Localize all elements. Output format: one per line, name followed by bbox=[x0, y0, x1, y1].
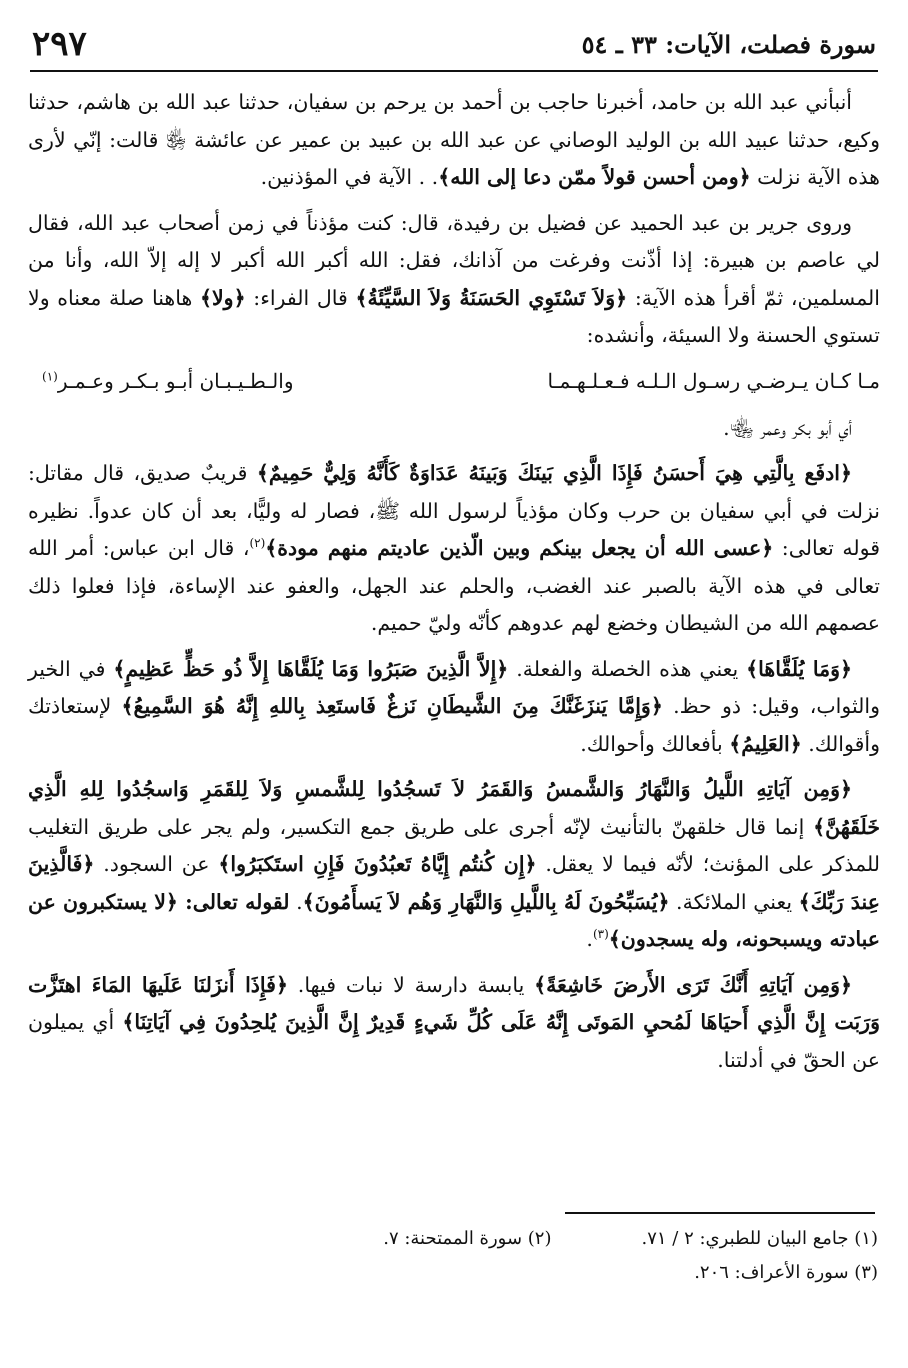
footnote-2: (٢) سورة الممتحنة: ٧. bbox=[383, 1228, 552, 1249]
quran-quote: ﴿فَالَّذِينَ عِندَ رَبِّكَ﴾ bbox=[28, 852, 880, 914]
quran-quote: ﴿وَمِن آيَاتِهِ اللَّيلُ وَالنَّهَارُ وَالشَّمسُ وَالقَمَرُ لاَ تَسجُدُوا لِلشَّمسِ وَلاَ لِلقَمَرِ وَاسجُدُوا لِلهِ الَّذِي خَلَقَهُنَّ﴾ bbox=[28, 777, 880, 839]
poetry-verse bbox=[28, 363, 880, 400]
quran-quote: ﴿إِلاَّ الَّذِينَ صَبَرُوا وَمَا يُلَقَّاهَا إِلاَّ ذُو حَظٍّ عَظِيمٍ﴾ bbox=[113, 656, 509, 681]
paragraph-6 bbox=[28, 771, 880, 959]
paragraph-7 bbox=[28, 967, 880, 1080]
paragraph-2 bbox=[28, 205, 880, 355]
text-run: أنبأني عبد الله بن حامد، أخبرنا حاجب بن أحمد بن يرحم بن سفيان، حدثنا عبد الله بن هاشم، حدثنا وكيع، حدثنا عبيد الله بن الوليد الوصاني عن عبد الله بن عبيد بن عمير عن عائشة ﵂ قالت: إنّي لأرى هذه الآية نزلت bbox=[28, 90, 880, 189]
page-number: ٢٩٧ bbox=[32, 24, 87, 64]
text-run: لقوله تعالى: bbox=[177, 889, 290, 914]
text-run: . bbox=[586, 927, 593, 951]
quran-quote: ﴿يُسَبِّحُونَ لَهُ بِاللَّيلِ وَالنَّهَارِ وَهُم لاَ يَسأَمُونَ﴾ bbox=[302, 889, 670, 914]
text-run: يابسة دارسة لا نبات فيها. bbox=[287, 972, 535, 997]
paragraph-5 bbox=[28, 651, 880, 764]
quran-quote: ﴿لا يستكبرون عن عبادته ويسبحونه، وله يسجدون﴾ bbox=[28, 889, 880, 951]
paragraph-3: أي أبو بكر وعمر ﵄. bbox=[723, 415, 852, 440]
paragraph-4 bbox=[28, 455, 880, 643]
footnote-marker: (٣) bbox=[592, 927, 609, 942]
text-run: عن السجود. bbox=[94, 852, 219, 876]
text-run: ، قال ابن عباس: أمر الله تعالى في هذه الآية بالصبر عند الغضب، والحلم عند الجهل، والعفو عند الإساءة، فإذا فعلوا ذلك عصمهم الله من الشيطان وخضع لهم عدوهم كأنّه وليّ حميم. bbox=[28, 536, 880, 635]
paragraph-1 bbox=[28, 84, 880, 197]
text-run: يعني الملائكة. bbox=[669, 889, 799, 914]
text-run: . bbox=[289, 889, 303, 914]
text-run: هاهنا صلة معناه ولا تستوي الحسنة ولا السيئة، وأنشده: bbox=[28, 285, 880, 347]
text-run: بأفعالك وأحوالك. bbox=[580, 731, 730, 756]
footnote-1: (١) جامع البيان للطبري: ٢ / ٧١. bbox=[641, 1228, 878, 1249]
verse-second-hemistich: والـطـيـبـان أبـو بـكـر وعـمـر bbox=[57, 368, 294, 393]
quran-quote: ﴿وَإِمَّا يَنزَغَنَّكَ مِنَ الشَّيطَانِ نَزغٌ فَاستَعِذ بِاللهِ إِنَّهُ هُوَ السَّمِيعُ﴾ bbox=[121, 694, 663, 718]
text-run: لإستعاذتك وأقوالك. bbox=[28, 694, 880, 756]
main-text bbox=[28, 84, 880, 1087]
text-run: . . الآية في المؤذنين. bbox=[260, 165, 439, 189]
footnote-marker: (٢) bbox=[249, 536, 266, 551]
text-run: وروى جرير بن عبد الحميد عن فضيل بن رفيدة، قال: كنت مؤذناً في زمن أصحاب عبد الله، فقال لي عاصم بن هبيرة: إذا أذّنت وفرغت من آذانك، فقل: الله أكبر الله أكبر لا إله إلاّ الله، وأنا من المسلمين، ثمّ أقرأ هذه الآية: bbox=[28, 210, 880, 310]
quran-quote: ﴿فَإِذَا أَنزَلنَا عَلَيهَا المَاءَ اهتَزَّت وَرَبَت إِنَّ الَّذِي أَحيَاهَا لَمُحيِ المَوتَى إِنَّهُ عَلَى كُلِّ شَيءٍ قَدِيرٌ إِنَّ الَّذِينَ يُلحِدُونَ فِي آيَاتِنَا﴾ bbox=[28, 972, 880, 1034]
surah-title: سورة فصلت، الآيات: ٣٣ ـ ٥٤ bbox=[581, 30, 876, 59]
text-run: قال الفراء: bbox=[245, 285, 356, 310]
text-run: قريبٌ صديق، قال مقاتل: نزلت في أبي سفيان بن حرب وكان مؤذياً لرسول الله ﷺ، فصار له وليًّا، بعد أن كان عدواً. نظيره قوله تعالى: bbox=[28, 461, 881, 560]
quran-quote: ﴿وَلاَ تَسْتَوِي الحَسَنَةُ وَلاَ السَّيِّئَةُ﴾ bbox=[355, 285, 628, 310]
footnote-marker: (١) bbox=[42, 368, 58, 383]
quran-quote: ﴿وَمَا يُلَقَّاهَا﴾ bbox=[746, 656, 853, 681]
page-header bbox=[30, 22, 878, 72]
verse-second-hemistich-wrap bbox=[42, 363, 294, 400]
quran-quote: ﴿ومن أحسن قولاً ممّن دعا إلى الله﴾ bbox=[438, 165, 751, 189]
footnote-divider bbox=[565, 1212, 875, 1214]
text-run: يعني هذه الخصلة والفعلة. bbox=[508, 656, 747, 681]
text-run: أي يميلون عن الحقّ في أدلتنا. bbox=[28, 1010, 880, 1072]
quran-quote: ﴿وَمِن آيَاتِهِ أَنَّكَ تَرَى الأَرضَ خَاشِعَةً﴾ bbox=[534, 972, 853, 997]
quran-quote: ﴿إِن كُنتُم إِيَّاهُ تَعبُدُونَ فَإِنِ استَكبَرُوا﴾ bbox=[218, 852, 537, 876]
quran-quote: ﴿عسى الله أن يجعل بينكم وبين الّذين عاديتم منهم مودة﴾ bbox=[265, 536, 774, 560]
footnote-row bbox=[30, 1222, 878, 1256]
text-run: إنما قال خلقهنّ بالتأنيث لإنّه أجرى على طريق جمع التكسير، ولم يجر على طريق التغليب للمذكر على المؤنث؛ لأنّه فيما لا يعقل. bbox=[28, 814, 880, 876]
footnotes bbox=[30, 1222, 878, 1290]
verse-first-hemistich: مـا كـان يـرضـي رسـول الـلـه فـعـلـهـمـا bbox=[547, 368, 880, 393]
text-run: في الخير والثواب، وقيل: ذو حظ. bbox=[28, 656, 880, 718]
quran-quote: ﴿ولا﴾ bbox=[199, 285, 246, 310]
quran-quote: ﴿العَلِيمُ﴾ bbox=[729, 731, 802, 756]
footnote-3: (٣) سورة الأعراف: ٢٠٦. bbox=[694, 1262, 878, 1283]
quran-quote: ﴿ادفَع بِالَّتِي هِيَ أَحسَنُ فَإِذَا الَّذِي بَينَكَ وَبَينَهُ عَدَاوَةٌ كَأَنَّهُ وَلِيٌّ حَمِيمٌ﴾ bbox=[256, 461, 853, 485]
